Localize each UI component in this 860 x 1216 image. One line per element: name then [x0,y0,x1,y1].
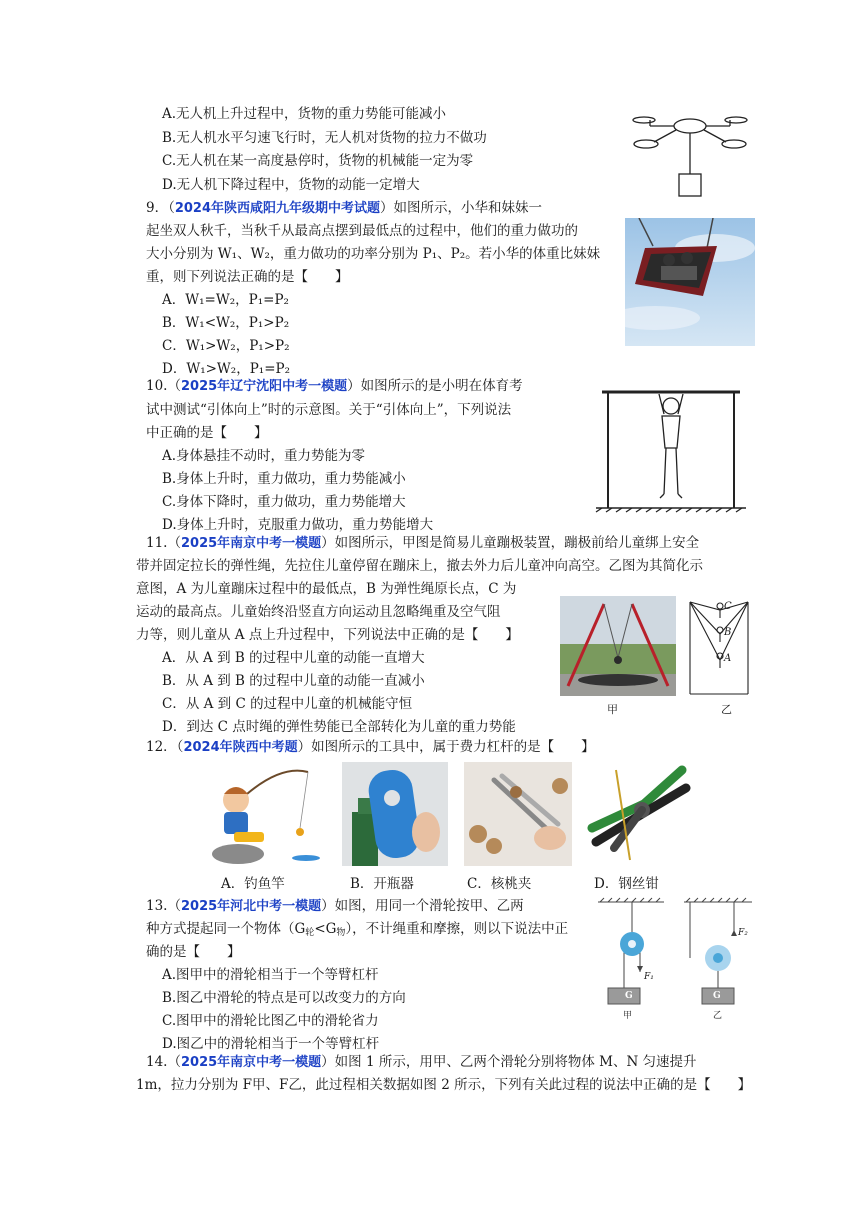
q10-stem-line1: 10.（2025年辽宁沈阳中考一模题）如图所示的是小明在体育考 [146,378,523,394]
bottle-opener-image [342,762,448,866]
q9-stem-line3: 大小分别为 W₁、W₂，重力做功的功率分别为 P₁、P₂。若小华的体重比妹妹 [146,246,601,262]
q13-source: 2025年河北中考一模题 [180,899,322,914]
q9-option-b: B．W₁<W₂，P₁>P₂ [162,315,290,331]
q14-stem-line1: 14.（2025年南京中考一模题）如图 1 所示，用甲、乙两个滑轮分别将物体 M、N 匀速提升 [146,1054,697,1070]
q11-fig-point-a: A [724,653,732,664]
pliers-image [586,764,692,864]
q13-fig-label-jia: 甲 [623,1011,633,1021]
q11-fig-label-jia: 甲 [607,703,618,716]
q8-option-d: D.无人机下降过程中，货物的动能一定增大 [162,177,420,193]
q10-source: 2025年辽宁沈阳中考一模题 [180,379,348,394]
drone-figure [632,104,748,198]
q11-fig-point-c: C [724,601,732,612]
q9-option-d: D．W₁>W₂，P₁=P₂ [162,361,291,377]
q11-stem-line3: 意图，A 为儿童蹦床过程中的最低点，B 为弹性绳原长点，C 为 [136,581,517,597]
q11-option-d: D．到达 C 点时绳的弹性势能已全部转化为儿童的重力势能 [162,719,516,735]
q13-option-d: D.图乙中的滑轮相当于一个等臂杠杆 [162,1036,380,1052]
q10-stem-line2: 试中测试“引体向上”时的示意图。关于“引体向上”，下列说法 [146,402,512,418]
nutcracker-image [464,762,572,866]
q13-fig-weight-jia: G [625,991,633,1001]
q11-stem-line1: 11.（2025年南京中考一模题）如图所示，甲图是简易儿童蹦极装置，蹦极前给儿童绑上安全 [146,535,700,551]
q11-stem-line4: 运动的最高点。儿童始终沿竖直方向运动且忽略绳重及空气阻 [136,604,501,620]
q11-source: 2025年南京中考一模题 [180,536,322,551]
q12-stem-line1: 12．（2024年陕西中考题）如图所示的工具中，属于费力杠杆的是【 】 [146,739,595,755]
fishing-rod-image [208,762,324,866]
q13-stem-line3: 确的是【 】 [146,944,241,960]
q12-caption-c: C．核桃夹 [467,876,532,892]
q11-stem-line2: 带并固定拉长的弹性绳，先拉住儿童停留在蹦床上，撤去外力后儿童冲向高空。乙图为其简化示 [136,558,703,574]
q12-caption-d: D．钢丝钳 [594,876,659,892]
q9-option-a: A．W₁=W₂，P₁=P₂ [162,292,289,308]
q8-option-a: A.无人机上升过程中，货物的重力势能可能减小 [162,106,447,122]
q13-fig-label-yi: 乙 [713,1011,723,1021]
q13-stem-line2: 种方式提起同一个物体$(G_轮<G_物)$，不计绳重和摩擦，则以下说法中正 [146,921,569,938]
q12-source: 2024年陕西中考题 [183,740,298,755]
q8-option-c: C.无人机在某一高度悬停时，货物的机械能一定为零 [162,153,474,169]
q13-fig-force-yi: F₂ [738,928,748,938]
pulley-figure [594,896,756,1018]
q11-option-a: A．从 A 到 B 的过程中儿童的动能一直增大 [162,650,425,666]
q9-stem-line1: 9．（2024年陕西咸阳九年级期中考试题）如图所示，小华和妹妹一 [146,200,543,216]
q9-stem-line4: 重，则下列说法正确的是【 】 [146,269,349,285]
q13-option-a: A.图甲中的滑轮相当于一个等臂杠杆 [162,967,379,983]
q10-stem-line3: 中正确的是【 】 [146,425,268,441]
q12-caption-b: B．开瓶器 [350,876,414,892]
q13-fig-weight-yi: G [713,991,721,1001]
q13-stem-line1: 13.（2025年河北中考一模题）如图，用同一个滑轮按甲、乙两 [146,898,524,914]
q8-option-b: B.无人机水平匀速飞行时，无人机对货物的拉力不做功 [162,130,487,146]
q12-caption-a: A．钓鱼竿 [221,876,285,892]
q9-stem-line2: 起坐双人秋千，当秋千从最高点摆到最低点的过程中，他们的重力做功的 [146,223,578,239]
q9-source: 2024年陕西咸阳九年级期中考试题 [174,201,381,216]
q11-stem-line5: 力等，则儿童从 A 点上升过程中，下列说法中正确的是【 】 [136,627,519,643]
q13-option-b: B.图乙中滑轮的特点是可以改变力的方向 [162,990,406,1006]
q13-fig-force-jia: F₁ [644,972,654,982]
swing-photo [625,218,755,346]
pullup-figure [592,386,750,518]
bungee-diagram [686,596,752,696]
q14-source: 2025年南京中考一模题 [180,1055,322,1070]
q10-option-b: B.身体上升时，重力做功，重力势能减小 [162,471,406,487]
q10-option-a: A.身体悬挂不动时，重力势能为零 [162,448,366,464]
q11-option-b: B．从 A 到 B 的过程中儿童的动能一直减小 [162,673,425,689]
q11-fig-point-b: B [724,627,732,638]
q13-option-c: C.图甲中的滑轮比图乙中的滑轮省力 [162,1013,379,1029]
q11-fig-label-yi: 乙 [721,703,732,716]
q14-stem-line2: 1m，拉力分别为 F甲、F乙，此过程相关数据如图 2 所示，下列有关此过程的说法中正确的是【 】 [136,1077,752,1093]
q9-option-c: C．W₁>W₂，P₁>P₂ [162,338,290,354]
q10-option-c: C.身体下降时，重力做功，重力势能增大 [162,494,406,510]
q10-option-d: D.身体上升时，克服重力做功，重力势能增大 [162,517,434,533]
trampoline-photo [560,596,676,696]
q11-option-c: C．从 A 到 C 的过程中儿童的机械能守恒 [162,696,413,712]
